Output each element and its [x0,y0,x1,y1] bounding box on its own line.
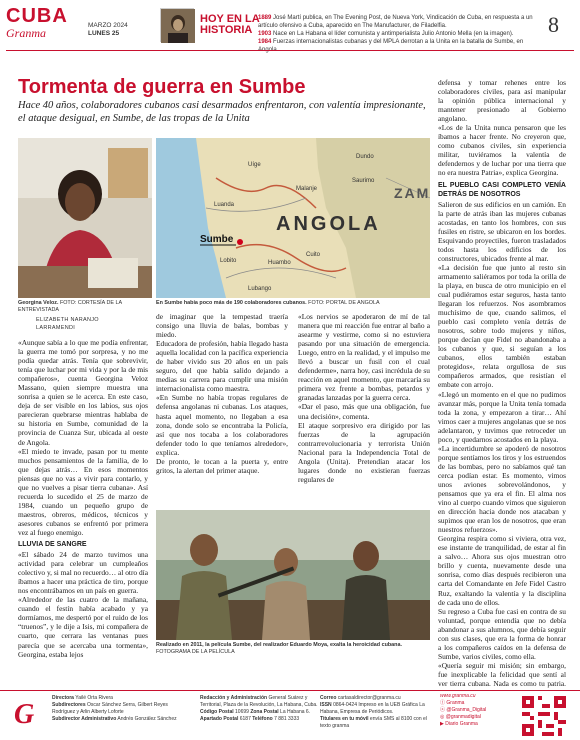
map-label-lobito: Lobito [220,258,237,264]
social-links [440,693,520,728]
paragraph: «El sábado 24 de marzo tuvimos una actividad para celebrar un cumpleaños colectivo y, si mal no recuerdo… al otro día íbamos a hacer una práctica de tiro, porque nos encontrábamos en un país en guerra. [18,550,148,596]
map-label-sumbe: Sumbe [200,234,234,245]
credit-line: Directora Yailé Orta Rivera [52,695,113,701]
angola-map [156,138,430,298]
instagram-icon: ◎ [440,714,445,720]
issue-month: MARZO 2024 [88,22,128,29]
social-link[interactable]: ◎ @granmadigital [440,714,481,720]
map-label-zambia: ZAM [394,185,430,201]
article-column-4 [438,78,566,688]
article-headline: Tormenta de guerra en Sumbe [18,76,306,98]
page-number: 8 [548,12,559,37]
issue-date [88,22,128,38]
paragraph: «El miedo te invade, pasan por tu mente muchos pensamientos de la familia, de lo que dejas atrás… En esos momentos piensas que no vas a vivir para contarlo, y que no vuelves a pisar tierra cubana». Así recuerda lo sucedido el 25 de marzo de 1984, cuando un pequeño grupo de maestros, obreros, médicos, técnicos y asesores cubanos se enfrentó por primera vez al fuego enemigo. [18,446,148,537]
contact-info [320,695,430,730]
history-item: 1903 Nace en La Habana el líder comunista y antimperialista Julio Antonio Mella (en la imagen). [258,31,514,37]
map-label-saurimo: Saurimo [352,178,375,184]
map-label-dundo: Dundo [356,154,374,160]
qr-code-icon[interactable] [522,696,566,736]
paragraph: «La incertidumbre se apoderó de nosotros porque sentíamos los tiros y los estruendos de las bombas, pero no sabíamos qué tan cerca podían estar. Es momento, vimos unos aviones sobrevolándonos, y pensamos que ya era el fin. El alma nos vino al cuerpo cuando vimos que siguieron en dirección hacia donde nos atacaban y supimos que eran los de nosotros, que eran nuestros refuerzos». [438,443,566,535]
map-label-lubango: Lubango [248,286,272,292]
portrait-photo [18,138,152,298]
paragraph: «Los nervios se apoderaron de mí de tal manera que mi reacción fue entrar al baño a asearme y vestirme, como si no estuviera pasando por una situación de emergencia. Luego, entro en la realidad, y el impulso me llevó a buscar un fusil con el cual defenderme», narra hoy, casi incrédula de su reacción en aquel momento, que marcaría su primera vez frente a bombas, petardos y granadas lanzadas por la guerra cerca. [298,312,430,403]
section-name: CUBA [6,5,68,27]
credit-line: Redacción y Administración General Suárez y Territorial, Plaza de la Revolución, La Habana, Cuba. [200,695,318,708]
credit-line: Subdirector Administrativo Andrés González Sánchez [52,716,177,722]
byline-line: LARRAMENDI [36,325,76,331]
credit-line: Apartado Postal 6187 Teléfono 7 881 3333 [200,716,300,722]
subheading: LLUVIA DE SANGRE [18,541,87,549]
facebook-icon: ⓕ [440,700,446,706]
paragraph: «La decisión fue que junto al resto sin armamento saliéramos por toda la orilla de la playa, en busca de otro municipio en el cual pudiéramos estar seguros, hasta tanto llegaran los refuerzos. Nos asombramos muchísimo de que, cuando salimos, el pueblo casi completo venía detrás de nosotros, sobre todo mujeres y niños, porque decían que Fidel no abandonaba a los cubanos y que, si seguían a los cubanos, ellos también estaban protegidos», relata orgullosa de sus compañeros armados, que resistían el embate con arrojo. [438,262,566,390]
history-list [258,14,538,54]
newspaper-name: Granma [6,26,47,40]
map-label-cuito: Cuito [306,252,321,258]
issue-day: LUNES 25 [88,30,120,37]
paragraph: Su regreso a Cuba fue casi en contra de su voluntad, porque entendía que no debía abandonar a sus alumnos, que debía seguir con sus clases, que era la forma de honrar a los compañeros caídos en la defensa de Sumbe, varios civiles, como ella. [438,606,566,661]
map-label-angola: ANGOLA [276,213,381,235]
social-link[interactable]: ⓕ Granma [440,700,465,706]
subheading: EL PUEBLO CASI COMPLETO VENÍA DETRÁS DE NOSOTROS [438,181,566,198]
paragraph: «Llegó un momento en el que no pudimos avanzar más, porque la Unita tenía tomada toda la zona, y empezaron a tirar… Ahí vimos caer a mujeres angolanas que se nos adelantaron, y tuvimos que retroceder un poco, y quedarnos acostados en la playa. [438,389,566,444]
page-footer [0,690,580,740]
paragraph: «En Sumbe no había tropas regulares de defensa angolanas ni cubanas. Los ataques, hasta aquel momento, no llegaban a esa zona, donde solo se encontraba la Policía, así que nos tocaba a los colaboradores defender todo lo que teníamos alrededor», explica. [156,393,288,457]
film-still-caption: Realizado en 2011, la película Sumbe, del realizador Eduardo Moya, exalta la heroicidad cubana. FOTOGRAMA DE LA PELÍCULA [156,642,402,655]
paragraph: Educadora de profesión, había llegado hasta aquella localidad con la pacífica experiencia de haber vivido sus 20 años en un país seguro, del que había salido dejando a medias su carrera para cumplir una misión internacionalista como maestra. [156,339,288,394]
map-label-uige: Uíge [248,162,261,168]
map-label-malanje: Malanje [296,186,318,192]
paragraph: De pronto, le tocan a la puerta y, entre gritos, la alertan del primer ataque. [156,456,288,475]
paragraph: «Quería seguir mi misión; sin embargo, fue inexplicable la felicidad que sentí al ver tierra cubana. Nada es como tu patria. [438,660,566,688]
youtube-icon: ▶ [440,721,444,727]
paragraph: «Dar el paso, más que una obligación, fue una decisión», comenta. [298,402,430,421]
credit-line: Titulares en tu móvil envía SMS al 8100 con el texto granma [320,716,427,729]
portrait-caption: Georgina Veloz. FOTO: CORTESÍA DE LA ENTREVISTADA [18,300,122,313]
byline-line: ELIZABETH NARANJO [36,317,99,323]
staff-credits [52,695,192,723]
masthead [0,0,580,48]
byline [36,316,146,332]
paragraph: de imaginar que la tempestad traería consigo una lluvia de balas, bombas y miedo. [156,312,288,340]
divider [6,50,574,51]
history-section-title: HOY EN LA HISTORIA [200,13,260,36]
credit-line: Correo cartasaldirector@granma.cu [320,695,401,701]
paragraph: «Aunque sabía a lo que me podía enfrentar, la guerra me tomó por sorpresa, y no me podía quedar atrás. Tenía que sobrevivir, tenía que luchar por mi vida y por la de mis compañeros», cuenta Georgina Veloz Massano, quien siempre muestra una sonrisa a quien se le acerca. En este caso, deja de ser visible en los labios, sus ojos parecieran quebrarse mientras hablaba de su historia en Sumbe, comunidad de la provincia de Cuanza Sur, ubicada al oeste de Angola. [18,338,148,447]
map-label-huambo: Huambo [268,260,291,266]
credit-line: Código Postal 10699 Zona Postal La Habana 6. [200,709,311,715]
map-label-luanda: Luanda [214,202,235,208]
credit-line: ISSN 0864-0424 Impreso en la UEB Gráfica La Habana, Empresa de Periódicos. [320,702,425,715]
social-link[interactable]: ▶ Diario Granma [440,721,478,727]
history-item: 1889 José Martí publica, en The Evening Post, de Nueva York, Vindicación de Cuba, en respuesta a un artículo ofensivo a Cuba, aparecido en The Manufacturer, de Filadelfia. [258,15,533,29]
historical-portrait [160,8,194,42]
map-caption: En Sumbe había poco más de 190 colaboradores cubanos. FOTO: PORTAL DE ANGOLA [156,300,380,306]
footer-logo: G [14,699,35,730]
newspaper-logo [6,6,76,42]
address-info [200,695,318,723]
paragraph: «Alrededor de las cuatro de la mañana, cuando el festín había acabado y ya dormíamos, me despertó por el ruido de los “truenos”, y le dije a Isis, mi compañera de cuarto, que cerrara las ventanas pues parecía que se acercaba una tormenta», Georgina, estaba lejos [18,595,148,659]
website-link[interactable]: www.granma.cu [440,693,476,699]
twitter-icon: ⓧ [440,707,446,713]
paragraph: defensa y tomar rehenes entre los colaboradores civiles, para así manipular la opinión pública internacional y mantener presionado al Gobierno angolano. [438,78,566,124]
film-still-photo [156,510,430,640]
paragraph: «Los de la Unita nunca pensaron que les íbamos a hacer frente. No creyeron que, como cubanos civiles, sin experiencia militar, tuviéramos la valentía de defendernos y de luchar por una tierra que no era nuestra Patria», explica Georgina. [438,123,566,178]
paragraph: Salieron de sus edificios en un camión. En la parte de atrás iban las mujeres cubanas acostadas, en tanto los hombres, con sus fusiles en ristre, se ubicaron en los bordes. Esquivando proyectiles, fueron trasladados todos hasta los edificios de los constructores, ubicados frente al mar. [438,199,566,263]
credit-line: Subdirectores Oscar Sánchez Serra, Gilbert Reyes Rodríguez y Arlin Alberty Loforte [52,702,168,715]
article-column-3 [298,312,430,508]
history-item: 1984 Fuerzas internacionalistas cubanas y del MPLA derrotan a la Unita en la batalla de Sumbe, en [258,39,524,45]
social-link[interactable]: ⓧ @Granma_Digital [440,707,487,713]
paragraph: El ataque sorpresivo era dirigido por las fuerzas de la agrupación contrarrevolucionaria y terrorista Unión Nacional para la Independencia Total de Angola (Unita). Pretendían atacar los lugares donde no existieran fuerzas regulares de [298,420,430,484]
article-dek: Hace 40 años, colaboradores cubanos casi desarmados enfrentaron, con valentía impresionante, el ataque desigual, en Sumbe, de las tropas de la Unita [18,100,426,124]
article-column-1 [18,338,148,688]
article-column-2 [156,312,288,508]
paragraph: Georgina respira como si viviera, otra vez, ese instante de tranquilidad, de estar al fin a salvo… Ahora sus ojos muestran otro brillo y cuenta, nuevamente desde una sonrisa, como días después recibieron una carta del Comandante en Jefe Fidel Castro Ruz, exaltando la valentía y la disciplina de cada uno de ellos. [438,534,566,607]
